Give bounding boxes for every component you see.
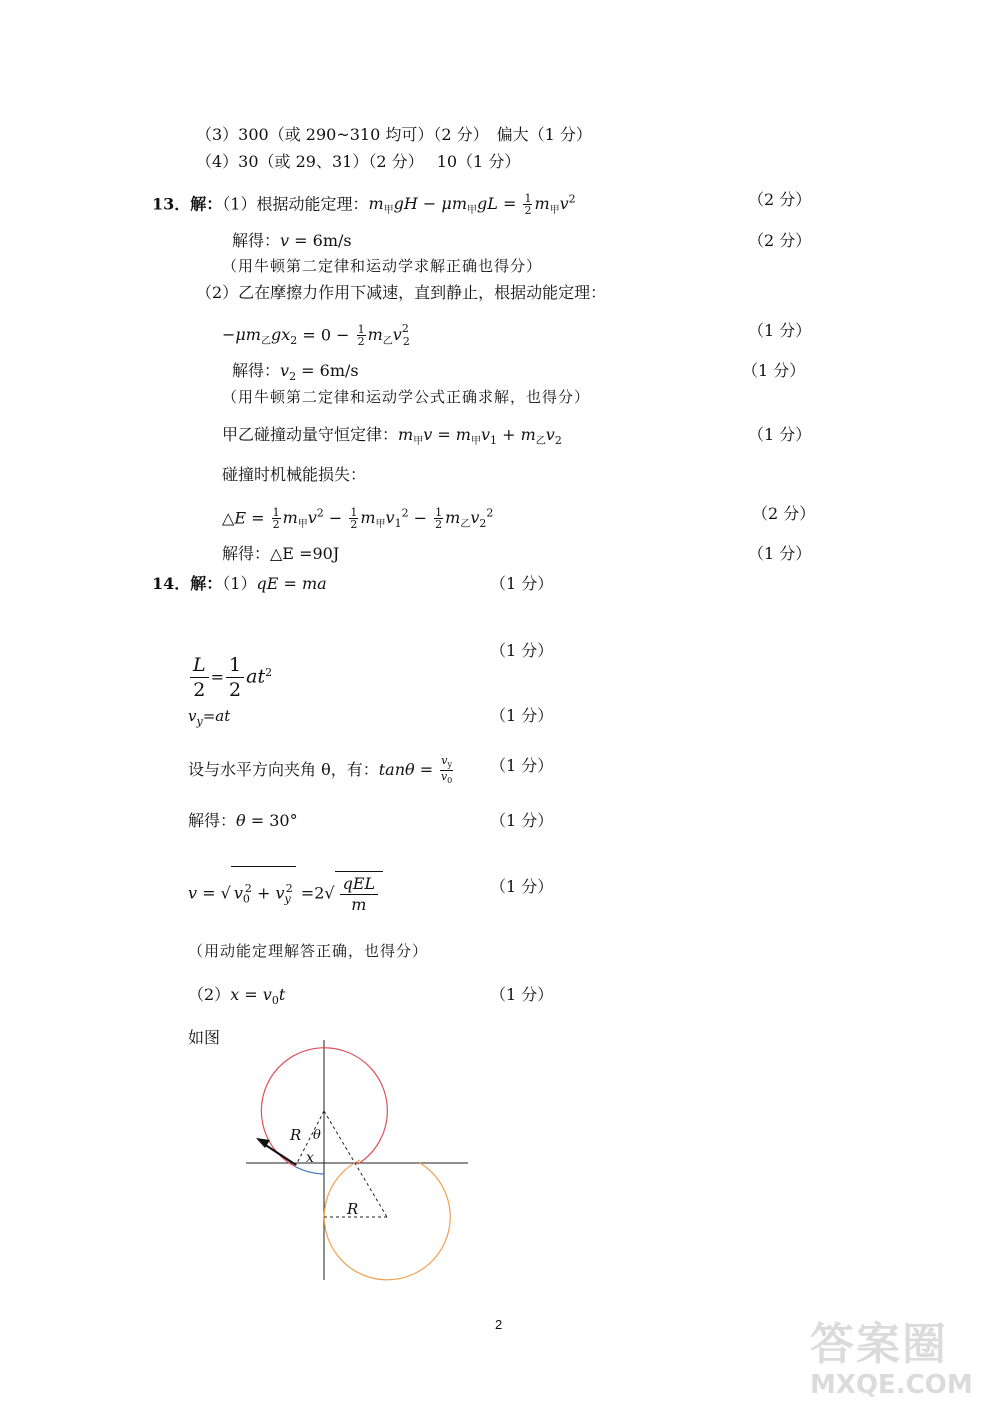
q14-eq-velocity: v = √ $v_0^2 + v_y^2 =2√$ qEL m [188, 866, 383, 922]
q13-eq2: $-\mu m_乙gx_2 = 0$ − $\frac{1}{2}$ $m_乙v^2_2$ [222, 322, 410, 349]
score-10: （1 分） [490, 706, 554, 725]
q14-label: 14．解： [152, 574, 223, 593]
q13-momentum: 甲乙碰撞动量守恒定律：$m_甲v = m_甲v_1 + m_乙v_2$ [222, 425, 562, 448]
q13-loss-intro: 碰撞时机械能损失： [222, 465, 367, 484]
score-12: （1 分） [490, 811, 554, 830]
score-13: （1 分） [490, 877, 554, 896]
score-7: （1 分） [748, 544, 812, 563]
q13-part2-intro: （2）乙在摩擦力作用下减速，直到静止，根据动能定理： [196, 283, 607, 302]
score-14: （1 分） [490, 985, 554, 1004]
trajectory-figure [240, 1040, 480, 1290]
q13-note2: （用牛顿第二定律和运动学公式正确求解，也得分） [222, 388, 591, 406]
lower-circle [324, 1160, 450, 1280]
q14-angle: 设与水平方向夹角 θ，有：tanθ = $\frac{v_y}{v_0}$ [188, 754, 453, 786]
q14-theta: 解得：θ = 30° [188, 811, 298, 830]
watermark-text-2: MXQE.COM [810, 1370, 973, 1400]
score-5: （1 分） [748, 425, 812, 444]
q14-eq-displacement: $\frac{L}{2}$ = $\frac{1}{2}$ $at^2$ [188, 648, 272, 702]
q13-label: 13．解： [152, 194, 223, 214]
watermark-text-1: 答案圈 [810, 1319, 948, 1370]
q14-figure-label: 如图 [188, 1028, 221, 1047]
answer-line-3: （3）300（或 290~310 均可）（2 分） 偏大（1 分） [196, 125, 592, 144]
velocity-arrow [264, 1144, 296, 1165]
score-8: （1 分） [490, 574, 554, 593]
q13-note1: （用牛顿第二定律和运动学求解正确也得分） [222, 257, 543, 275]
label-R1: R [290, 1126, 302, 1144]
q13-solve2: 解得：$v_2 = 6m/s$ [232, 361, 359, 384]
q14-part2: $(2)x = v_0t$ [188, 985, 286, 1008]
q13-eq1: $m_甲gH - \mu m_甲gL$ = $\frac{1}{2}$ $m_甲v^2$ [368, 192, 576, 218]
page-number: 2 [495, 1317, 503, 1332]
watermark-logo [810, 1320, 990, 1410]
score-4: （1 分） [742, 361, 806, 380]
q13-part1-intro: （1）根据动能定理： [222, 194, 369, 214]
score-2: （2 分） [748, 231, 812, 250]
label-x: x [306, 1150, 314, 1166]
blue-arc [296, 1167, 324, 1174]
label-R2: R [347, 1200, 359, 1218]
score-6: （2 分） [752, 504, 816, 523]
q14-note: （用动能定理解答正确，也得分） [188, 942, 429, 960]
label-theta: θ [313, 1128, 321, 1143]
score-9: （1 分） [490, 641, 554, 660]
q14-eq-vy: $v_y=at$ [188, 707, 231, 728]
answer-line-4: （4）30（或 29、31）（2 分） 10（1 分） [196, 152, 521, 171]
q13-solve1: 解得：v = 6m/s [232, 231, 352, 250]
q14-header: 14．解：（1）qE = ma [152, 574, 327, 593]
score-11: （1 分） [490, 756, 554, 775]
score-3: （1 分） [748, 321, 812, 340]
q13-eq-loss: △E = $\frac{1}{2}$ $m_甲v^2$ − $\frac{1}{2}$ $m_甲v_1^2$ − $\frac{1}{2}$ $m_乙v_2^2$ [222, 506, 494, 532]
q13-header [152, 189, 576, 222]
score-1: （2 分） [748, 190, 812, 209]
q13-solve3: 解得：△E =90J [222, 544, 340, 563]
